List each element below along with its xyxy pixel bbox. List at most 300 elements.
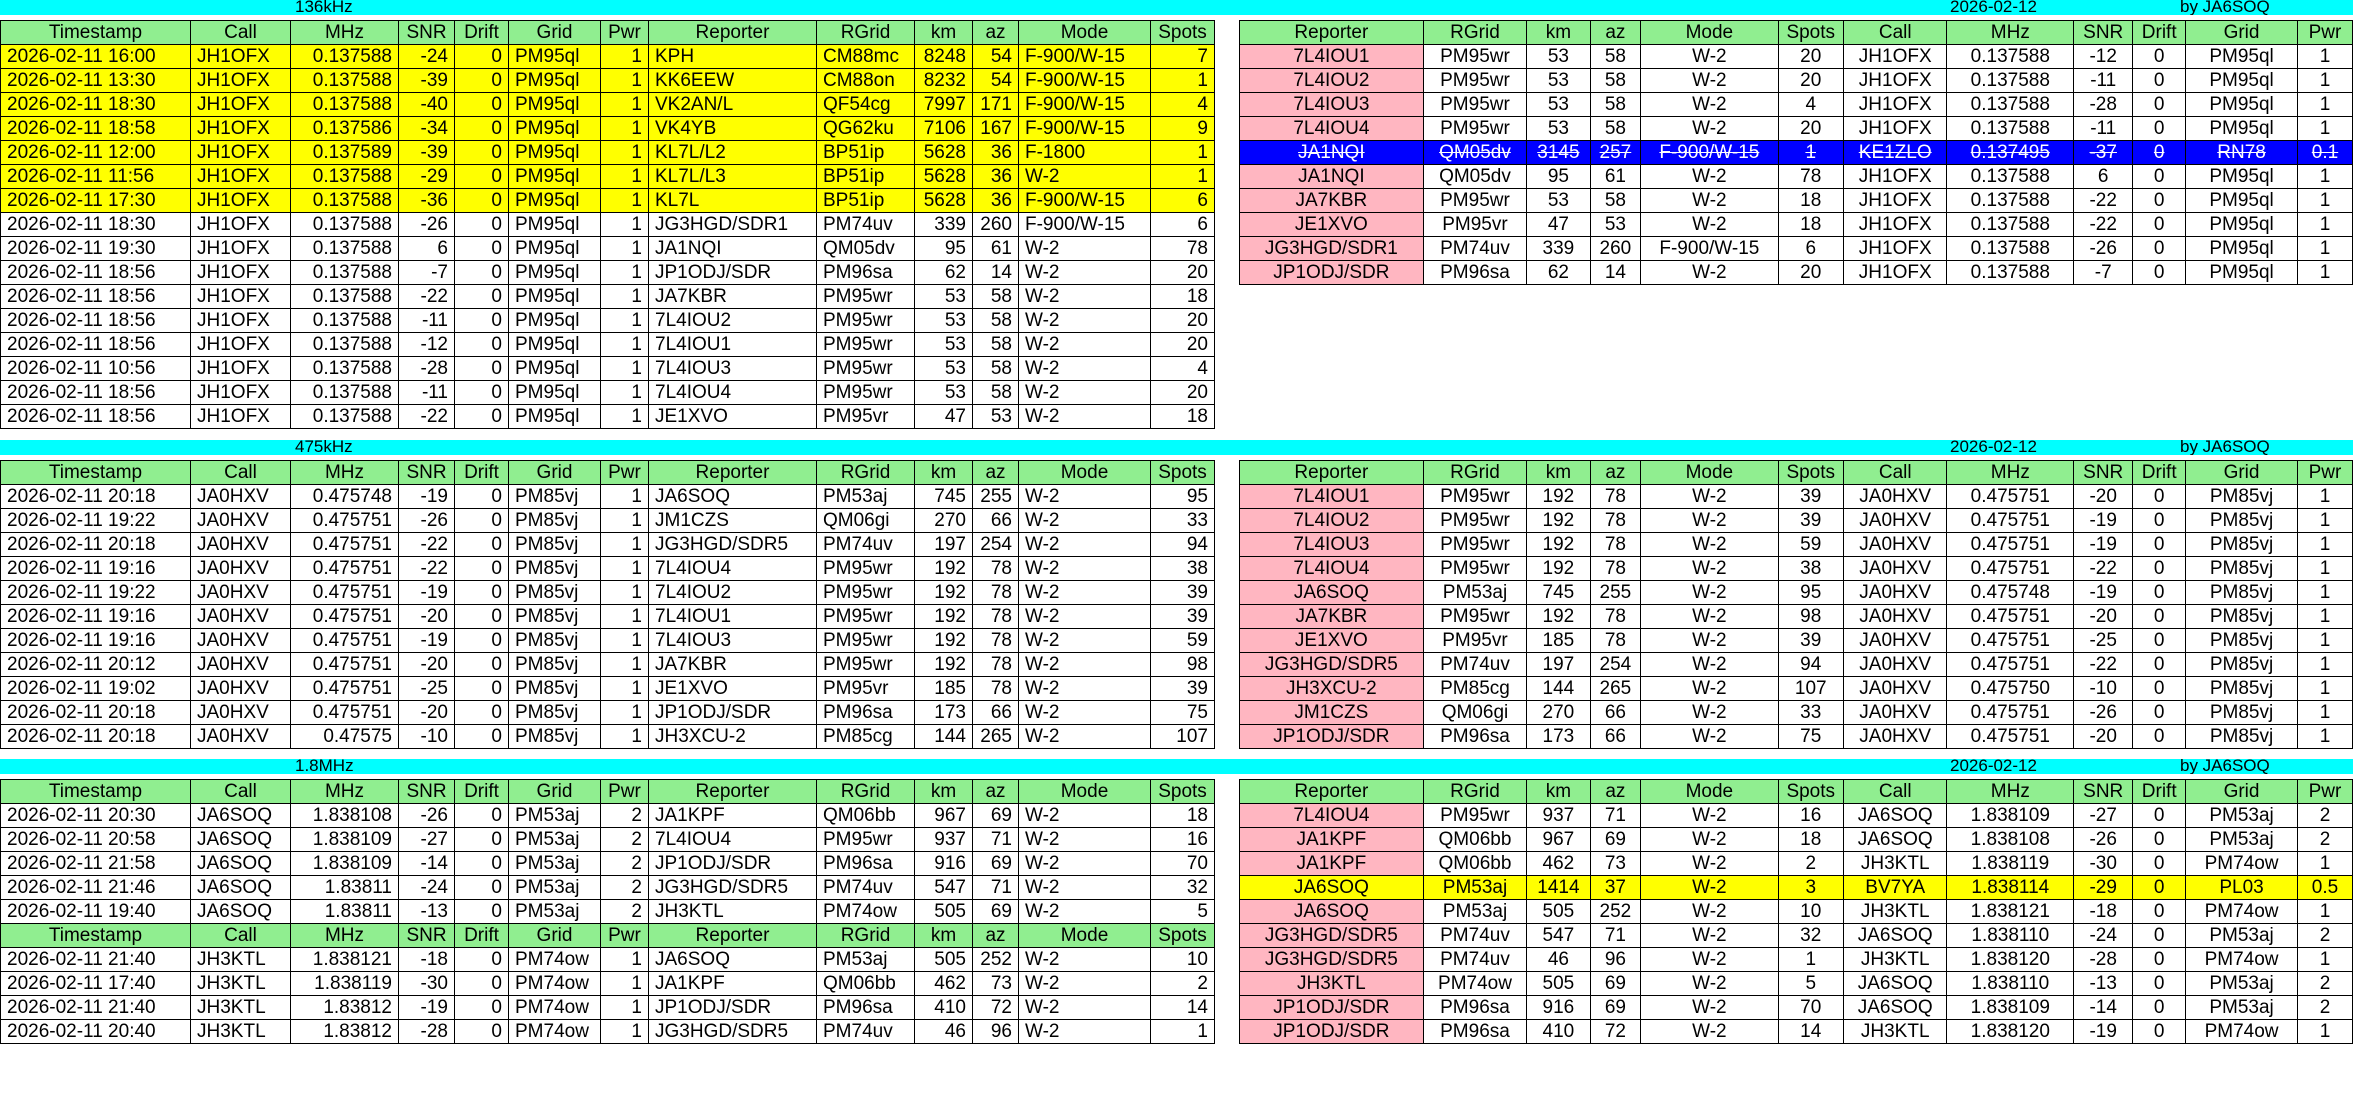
table-row[interactable] [1240, 996, 2353, 1020]
table-cell: JA1NQI [649, 237, 817, 261]
column-header[interactable]: Call [191, 21, 291, 45]
table-cell: 0.137588 [291, 237, 399, 261]
table-cell: 1 [1151, 165, 1215, 189]
table-row[interactable] [1, 405, 1215, 429]
column-header[interactable]: Call [1843, 461, 1946, 485]
table-cell: JA0HXV [1843, 557, 1946, 581]
table-cell: -18 [399, 948, 455, 972]
table-cell: -19 [399, 996, 455, 1020]
column-header[interactable]: Grid [509, 461, 601, 485]
table-cell: 0.475751 [291, 677, 399, 701]
table-cell: -37 [2074, 141, 2133, 165]
column-header[interactable]: MHz [1947, 780, 2074, 804]
table-cell: 7L4IOU1 [1240, 485, 1424, 509]
table-cell: 5628 [915, 189, 973, 213]
column-header[interactable]: Reporter [1240, 780, 1424, 804]
column-header[interactable]: RGrid [1423, 780, 1526, 804]
column-header[interactable]: Pwr [601, 461, 649, 485]
table-row[interactable] [1240, 45, 2353, 69]
table-cell: 7L4IOU4 [1240, 557, 1424, 581]
table-row[interactable] [1240, 237, 2353, 261]
table-cell: PM74ow [2186, 900, 2298, 924]
column-header[interactable]: Drift [2133, 461, 2186, 485]
table-cell: 16 [1151, 828, 1215, 852]
table-cell: PM96sa [1423, 261, 1526, 285]
table-cell: 1 [601, 405, 649, 429]
table-row[interactable] [1240, 93, 2353, 117]
table-row[interactable] [1, 357, 1215, 381]
table-cell: JA0HXV [1843, 533, 1946, 557]
table-cell: 1 [601, 285, 649, 309]
table-cell: 192 [915, 629, 973, 653]
column-header[interactable]: az [973, 461, 1019, 485]
column-header[interactable]: MHz [1947, 21, 2074, 45]
table-cell: JA6SOQ [1843, 828, 1946, 852]
table-cell: JP1ODJ/SDR [1240, 725, 1424, 749]
table-cell: JP1ODJ/SDR [1240, 1020, 1424, 1044]
table-cell: 53 [1527, 93, 1590, 117]
table-row[interactable] [1240, 972, 2353, 996]
table-cell: 1 [2298, 261, 2353, 285]
column-header[interactable]: MHz [291, 780, 399, 804]
table-row[interactable] [1, 533, 1215, 557]
table-cell: JE1XVO [1240, 629, 1424, 653]
table-cell: W-2 [1641, 261, 1778, 285]
table-row[interactable] [1, 285, 1215, 309]
table-cell: W-2 [1641, 852, 1778, 876]
column-header[interactable]: Spots [1778, 21, 1843, 45]
table-cell: 94 [1778, 653, 1843, 677]
table-cell: PM85vj [2186, 677, 2298, 701]
table-cell: 53 [915, 333, 973, 357]
table-cell: 2026-02-11 21:40 [1, 948, 191, 972]
table-cell: KK6EEW [649, 69, 817, 93]
table-cell: PM95vr [817, 677, 915, 701]
table-row[interactable] [1, 213, 1215, 237]
table-row[interactable] [1, 852, 1215, 876]
table-row[interactable] [1240, 948, 2353, 972]
table-cell: PM85vj [509, 701, 601, 725]
column-header[interactable]: RGrid [1423, 21, 1526, 45]
table-cell: JA6SOQ [191, 828, 291, 852]
table-cell: PM53aj [1423, 876, 1526, 900]
table-row[interactable] [1240, 189, 2353, 213]
table-cell: JA6SOQ [1843, 972, 1946, 996]
column-header[interactable]: Pwr [601, 924, 649, 948]
table-cell: JH1OFX [191, 117, 291, 141]
column-header[interactable]: MHz [291, 924, 399, 948]
table-row[interactable] [1, 141, 1215, 165]
column-header[interactable]: Reporter [1240, 21, 1424, 45]
column-header[interactable]: Drift [455, 461, 509, 485]
table-cell: JG3HGD/SDR5 [649, 533, 817, 557]
table-cell: JG3HGD/SDR1 [649, 213, 817, 237]
table-cell: 1 [2298, 69, 2353, 93]
table-cell: 0 [2133, 509, 2186, 533]
table-cell: 7L4IOU4 [649, 381, 817, 405]
table-cell: JE1XVO [1240, 213, 1424, 237]
column-header[interactable]: Call [1843, 780, 1946, 804]
table-cell: 1 [2298, 629, 2353, 653]
table-cell: PM74ow [2186, 1020, 2298, 1044]
table-cell: 505 [915, 948, 973, 972]
table-row[interactable] [1240, 900, 2353, 924]
table-row[interactable] [1, 581, 1215, 605]
column-header[interactable]: Pwr [601, 780, 649, 804]
table-row[interactable] [1, 948, 1215, 972]
table-cell: 0.475751 [291, 581, 399, 605]
table-cell: W-2 [1019, 581, 1151, 605]
column-header[interactable]: Reporter [649, 924, 817, 948]
column-header[interactable]: Spots [1151, 21, 1215, 45]
table-cell: 69 [1590, 828, 1641, 852]
table-cell: 0 [2133, 533, 2186, 557]
table-row[interactable] [1240, 165, 2353, 189]
column-header[interactable]: Spots [1151, 461, 1215, 485]
table-row[interactable] [1240, 1020, 2353, 1044]
table-cell: 53 [915, 285, 973, 309]
table-cell: 78 [1590, 509, 1641, 533]
table-row[interactable] [1, 93, 1215, 117]
column-header[interactable]: Grid [509, 924, 601, 948]
column-header[interactable]: az [973, 780, 1019, 804]
table-row[interactable] [1240, 876, 2353, 900]
column-header[interactable]: Pwr [601, 21, 649, 45]
column-header[interactable]: Mode [1641, 21, 1778, 45]
column-header[interactable]: SNR [2074, 780, 2133, 804]
column-header[interactable]: Reporter [649, 461, 817, 485]
column-header[interactable]: km [1527, 461, 1590, 485]
table-row[interactable] [1240, 485, 2353, 509]
table-cell: -28 [399, 1020, 455, 1044]
table-row[interactable] [1240, 557, 2353, 581]
table-row[interactable] [1240, 533, 2353, 557]
column-header[interactable]: MHz [291, 461, 399, 485]
table-cell: -22 [2074, 189, 2133, 213]
column-header[interactable]: Mode [1641, 461, 1778, 485]
table-row[interactable] [1, 117, 1215, 141]
column-header[interactable]: az [973, 924, 1019, 948]
table-row[interactable] [1, 828, 1215, 852]
table-row[interactable] [1240, 852, 2353, 876]
table-cell: JH1OFX [191, 69, 291, 93]
column-header[interactable]: Spots [1151, 780, 1215, 804]
table-row[interactable] [1240, 924, 2353, 948]
table-row[interactable] [1, 701, 1215, 725]
table-cell: 66 [1590, 725, 1641, 749]
column-header[interactable]: Mode [1019, 924, 1151, 948]
table-cell: W-2 [1019, 948, 1151, 972]
table-row[interactable] [1, 333, 1215, 357]
column-header[interactable]: Timestamp [1, 21, 191, 45]
column-header[interactable]: Drift [455, 924, 509, 948]
table-cell: -29 [399, 165, 455, 189]
column-header[interactable]: Drift [455, 780, 509, 804]
table-cell: PM85vj [509, 629, 601, 653]
column-header[interactable]: RGrid [817, 924, 915, 948]
table-cell: 0.137588 [291, 213, 399, 237]
table-cell: W-2 [1019, 261, 1151, 285]
header-row [1240, 21, 2353, 45]
column-header[interactable]: Drift [2133, 21, 2186, 45]
report-author: by JA6SOQ [2180, 759, 2270, 774]
table-cell: JH3KTL [191, 996, 291, 1020]
band-label: 136kHz [295, 0, 353, 15]
table-row[interactable] [1240, 629, 2353, 653]
table-cell: JA0HXV [191, 533, 291, 557]
table-row[interactable] [1, 1020, 1215, 1044]
column-header[interactable]: MHz [1947, 461, 2074, 485]
table-cell: 7L4IOU2 [1240, 509, 1424, 533]
column-header[interactable]: Spots [1778, 780, 1843, 804]
table-cell: JA6SOQ [1240, 900, 1424, 924]
column-header[interactable]: RGrid [817, 780, 915, 804]
column-header[interactable]: Reporter [1240, 461, 1424, 485]
table-cell: PM95ql [2186, 45, 2298, 69]
table-row[interactable] [1, 557, 1215, 581]
column-header[interactable]: km [915, 780, 973, 804]
column-header[interactable]: Call [191, 461, 291, 485]
table-cell: JA0HXV [191, 653, 291, 677]
column-header[interactable]: az [1590, 461, 1641, 485]
table-cell: 0.475751 [291, 557, 399, 581]
table-cell: 58 [1590, 45, 1641, 69]
column-header[interactable]: SNR [399, 461, 455, 485]
table-cell: 1.838109 [1947, 996, 2074, 1020]
table-cell: 20 [1151, 333, 1215, 357]
table-cell: 14 [1590, 261, 1641, 285]
table-cell: 1.838119 [1947, 852, 2074, 876]
table-cell: 0 [455, 653, 509, 677]
column-header[interactable]: km [1527, 21, 1590, 45]
table-cell: PM53aj [2186, 996, 2298, 1020]
column-header[interactable]: Timestamp [1, 924, 191, 948]
column-header[interactable]: az [1590, 21, 1641, 45]
column-header[interactable]: Timestamp [1, 461, 191, 485]
table-cell: 1 [1778, 141, 1843, 165]
table-row[interactable] [1240, 605, 2353, 629]
table-cell: JH1OFX [191, 189, 291, 213]
table-cell: 2026-02-11 18:56 [1, 333, 191, 357]
table-cell: PM95ql [509, 333, 601, 357]
table-row[interactable] [1, 900, 1215, 924]
table-cell: 1 [601, 333, 649, 357]
table-cell: 2026-02-11 18:56 [1, 405, 191, 429]
table-row[interactable] [1, 261, 1215, 285]
column-header[interactable]: km [915, 21, 973, 45]
table-cell: 58 [973, 309, 1019, 333]
table-row[interactable] [1, 237, 1215, 261]
table-cell: 0 [2133, 653, 2186, 677]
table-cell: 2026-02-11 18:56 [1, 381, 191, 405]
table-cell: 18 [1151, 285, 1215, 309]
column-header[interactable]: Mode [1019, 461, 1151, 485]
table-cell: W-2 [1019, 333, 1151, 357]
table-row[interactable] [1, 69, 1215, 93]
table-row[interactable] [1, 189, 1215, 213]
table-cell: PM74ow [817, 900, 915, 924]
column-header[interactable]: SNR [399, 21, 455, 45]
table-row[interactable] [1, 972, 1215, 996]
column-header[interactable]: Grid [2186, 461, 2298, 485]
column-header[interactable]: SNR [399, 780, 455, 804]
table-cell: JH1OFX [1843, 213, 1946, 237]
column-header[interactable]: Drift [455, 21, 509, 45]
table-row[interactable] [1, 725, 1215, 749]
table-cell: 2026-02-11 18:58 [1, 117, 191, 141]
table-row[interactable] [1, 309, 1215, 333]
column-header[interactable]: Call [191, 924, 291, 948]
table-cell: W-2 [1641, 557, 1778, 581]
table-cell: 20 [1151, 261, 1215, 285]
column-header[interactable]: Mode [1019, 21, 1151, 45]
column-header[interactable]: MHz [291, 21, 399, 45]
table-cell: 0 [455, 333, 509, 357]
column-header[interactable]: Pwr [2298, 461, 2353, 485]
column-header[interactable]: Call [1843, 21, 1946, 45]
table-cell: W-2 [1641, 629, 1778, 653]
table-cell: 32 [1778, 924, 1843, 948]
table-cell: 7L4IOU1 [649, 605, 817, 629]
table-cell: -22 [399, 533, 455, 557]
table-row[interactable] [1, 653, 1215, 677]
table-row[interactable] [1240, 828, 2353, 852]
table-cell: JH3KTL [191, 972, 291, 996]
table-cell: 0 [2133, 189, 2186, 213]
table-cell: 8232 [915, 69, 973, 93]
table-row[interactable] [1240, 509, 2353, 533]
table-cell: JH1OFX [191, 141, 291, 165]
table-row[interactable] [1, 509, 1215, 533]
table-cell: PM95wr [1423, 533, 1526, 557]
column-header[interactable]: Grid [509, 21, 601, 45]
table-cell: PM53aj [2186, 804, 2298, 828]
column-header[interactable]: Grid [2186, 780, 2298, 804]
table-cell: 46 [1527, 948, 1590, 972]
table-cell: JA1NQI [1240, 141, 1424, 165]
table-row[interactable] [1240, 261, 2353, 285]
table-cell: 75 [1778, 725, 1843, 749]
table-row[interactable] [1, 485, 1215, 509]
table-row[interactable] [1240, 213, 2353, 237]
column-header[interactable]: Mode [1641, 780, 1778, 804]
table-cell: 0.137588 [291, 285, 399, 309]
column-header[interactable]: Mode [1019, 780, 1151, 804]
table-cell: -36 [399, 189, 455, 213]
table-cell: -13 [399, 900, 455, 924]
table-cell: 547 [1527, 924, 1590, 948]
table-cell: JA6SOQ [191, 876, 291, 900]
table-row[interactable] [1240, 581, 2353, 605]
table-cell: 1 [2298, 605, 2353, 629]
table-cell: -34 [399, 117, 455, 141]
table-cell: PM96sa [817, 261, 915, 285]
column-header[interactable]: RGrid [817, 21, 915, 45]
table-cell: 0 [2133, 557, 2186, 581]
column-header[interactable]: km [915, 461, 973, 485]
table-row[interactable] [1, 804, 1215, 828]
column-header[interactable]: Reporter [649, 21, 817, 45]
table-row[interactable] [1240, 677, 2353, 701]
table-cell: 0.1 [2298, 141, 2353, 165]
column-header[interactable]: Grid [2186, 21, 2298, 45]
table-row[interactable] [1, 165, 1215, 189]
table-row[interactable] [1240, 117, 2353, 141]
table-row[interactable] [1240, 141, 2353, 165]
column-header[interactable]: Drift [2133, 780, 2186, 804]
table-row[interactable] [1, 381, 1215, 405]
column-header[interactable]: RGrid [1423, 461, 1526, 485]
column-header[interactable]: SNR [399, 924, 455, 948]
column-header[interactable]: km [1527, 780, 1590, 804]
table-cell: 0.475751 [291, 701, 399, 725]
table-row[interactable] [1240, 725, 2353, 749]
table-cell: -19 [2074, 533, 2133, 557]
column-header[interactable]: az [1590, 780, 1641, 804]
table-cell: 2 [2298, 996, 2353, 1020]
column-header[interactable]: SNR [2074, 461, 2133, 485]
column-header[interactable]: Reporter [649, 780, 817, 804]
table-row[interactable] [1, 677, 1215, 701]
column-header[interactable]: SNR [2074, 21, 2133, 45]
table-cell: -11 [399, 381, 455, 405]
table-cell: PM95wr [817, 629, 915, 653]
table-cell: 2026-02-11 21:46 [1, 876, 191, 900]
table-cell: JA0HXV [1843, 485, 1946, 509]
table-cell: 1.83811 [291, 900, 399, 924]
table-row[interactable] [1, 876, 1215, 900]
table-row[interactable] [1, 45, 1215, 69]
column-header[interactable]: km [915, 924, 973, 948]
table-cell: 2026-02-11 17:30 [1, 189, 191, 213]
column-header[interactable]: Pwr [2298, 21, 2353, 45]
column-header[interactable]: Grid [509, 780, 601, 804]
table-cell: 18 [1778, 213, 1843, 237]
table-cell: F-1800 [1019, 141, 1151, 165]
column-header[interactable]: az [973, 21, 1019, 45]
column-header[interactable]: Pwr [2298, 780, 2353, 804]
table-cell: PM95wr [817, 333, 915, 357]
table-cell: JA0HXV [1843, 629, 1946, 653]
column-header[interactable]: Timestamp [1, 780, 191, 804]
column-header[interactable]: Spots [1778, 461, 1843, 485]
table-row[interactable] [1, 996, 1215, 1020]
table-row[interactable] [1240, 69, 2353, 93]
table-cell: PM74ow [509, 996, 601, 1020]
column-header[interactable]: RGrid [817, 461, 915, 485]
table-row[interactable] [1240, 804, 2353, 828]
table-cell: JA7KBR [1240, 189, 1424, 213]
table-cell: PM74ow [509, 972, 601, 996]
table-cell: 5628 [915, 141, 973, 165]
table-cell: PM53aj [1423, 900, 1526, 924]
table-row[interactable] [1, 605, 1215, 629]
table-cell: PM74uv [1423, 924, 1526, 948]
column-header[interactable]: Spots [1151, 924, 1215, 948]
table-row[interactable] [1240, 653, 2353, 677]
table-cell: -10 [2074, 677, 2133, 701]
table-cell: W-2 [1019, 533, 1151, 557]
table-cell: PM85vj [509, 509, 601, 533]
table-cell: 0 [455, 189, 509, 213]
report-author: by JA6SOQ [2180, 440, 2270, 455]
column-header[interactable]: Call [191, 780, 291, 804]
table-cell: 1 [601, 509, 649, 533]
table-cell: 0.475751 [1947, 557, 2074, 581]
table-row[interactable] [1240, 701, 2353, 725]
table-row[interactable] [1, 629, 1215, 653]
table-cell: 410 [1527, 1020, 1590, 1044]
